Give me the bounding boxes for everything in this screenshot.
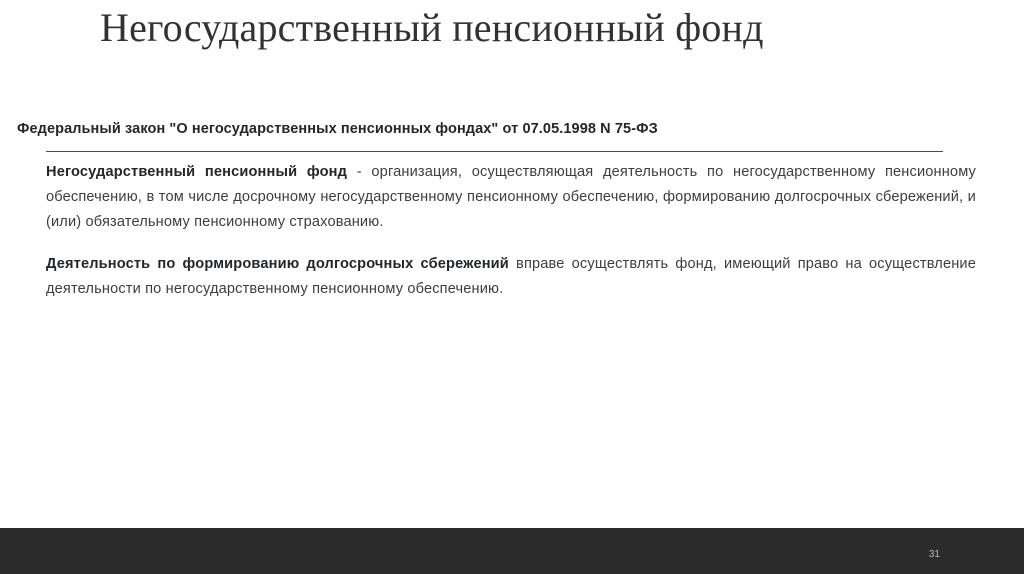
paragraph-definition-text: - организация, осуществляющая деятельность по негосударственному пенсионному обеспечению, в том числе досрочному негосударственному пенсионному обеспечению, формированию долгосрочных сбережений, и (или) обязательному пенсионному страхованию. [46,164,976,231]
page-number: 31 [928,549,940,560]
body-content [46,160,976,319]
paragraph-definition [46,160,976,235]
law-reference: Федеральный закон "О негосударственных пенсионных фондах" от 07.05.1998 N 75-ФЗ [17,121,658,137]
paragraph-savings-lead: Деятельность по формированию долгосрочных сбережений [46,256,509,273]
footer-bar [0,528,1024,574]
paragraph-definition-lead: Негосударственный пенсионный фонд [46,164,348,180]
paragraph-savings-text: вправе осуществлять фонд, имеющий право на осуществление деятельности по негосударственному пенсионному обеспечению. [46,256,976,298]
horizontal-divider [46,151,943,152]
page-title: Негосударственный пенсионный фонд [100,5,764,50]
paragraph-savings [46,252,976,302]
